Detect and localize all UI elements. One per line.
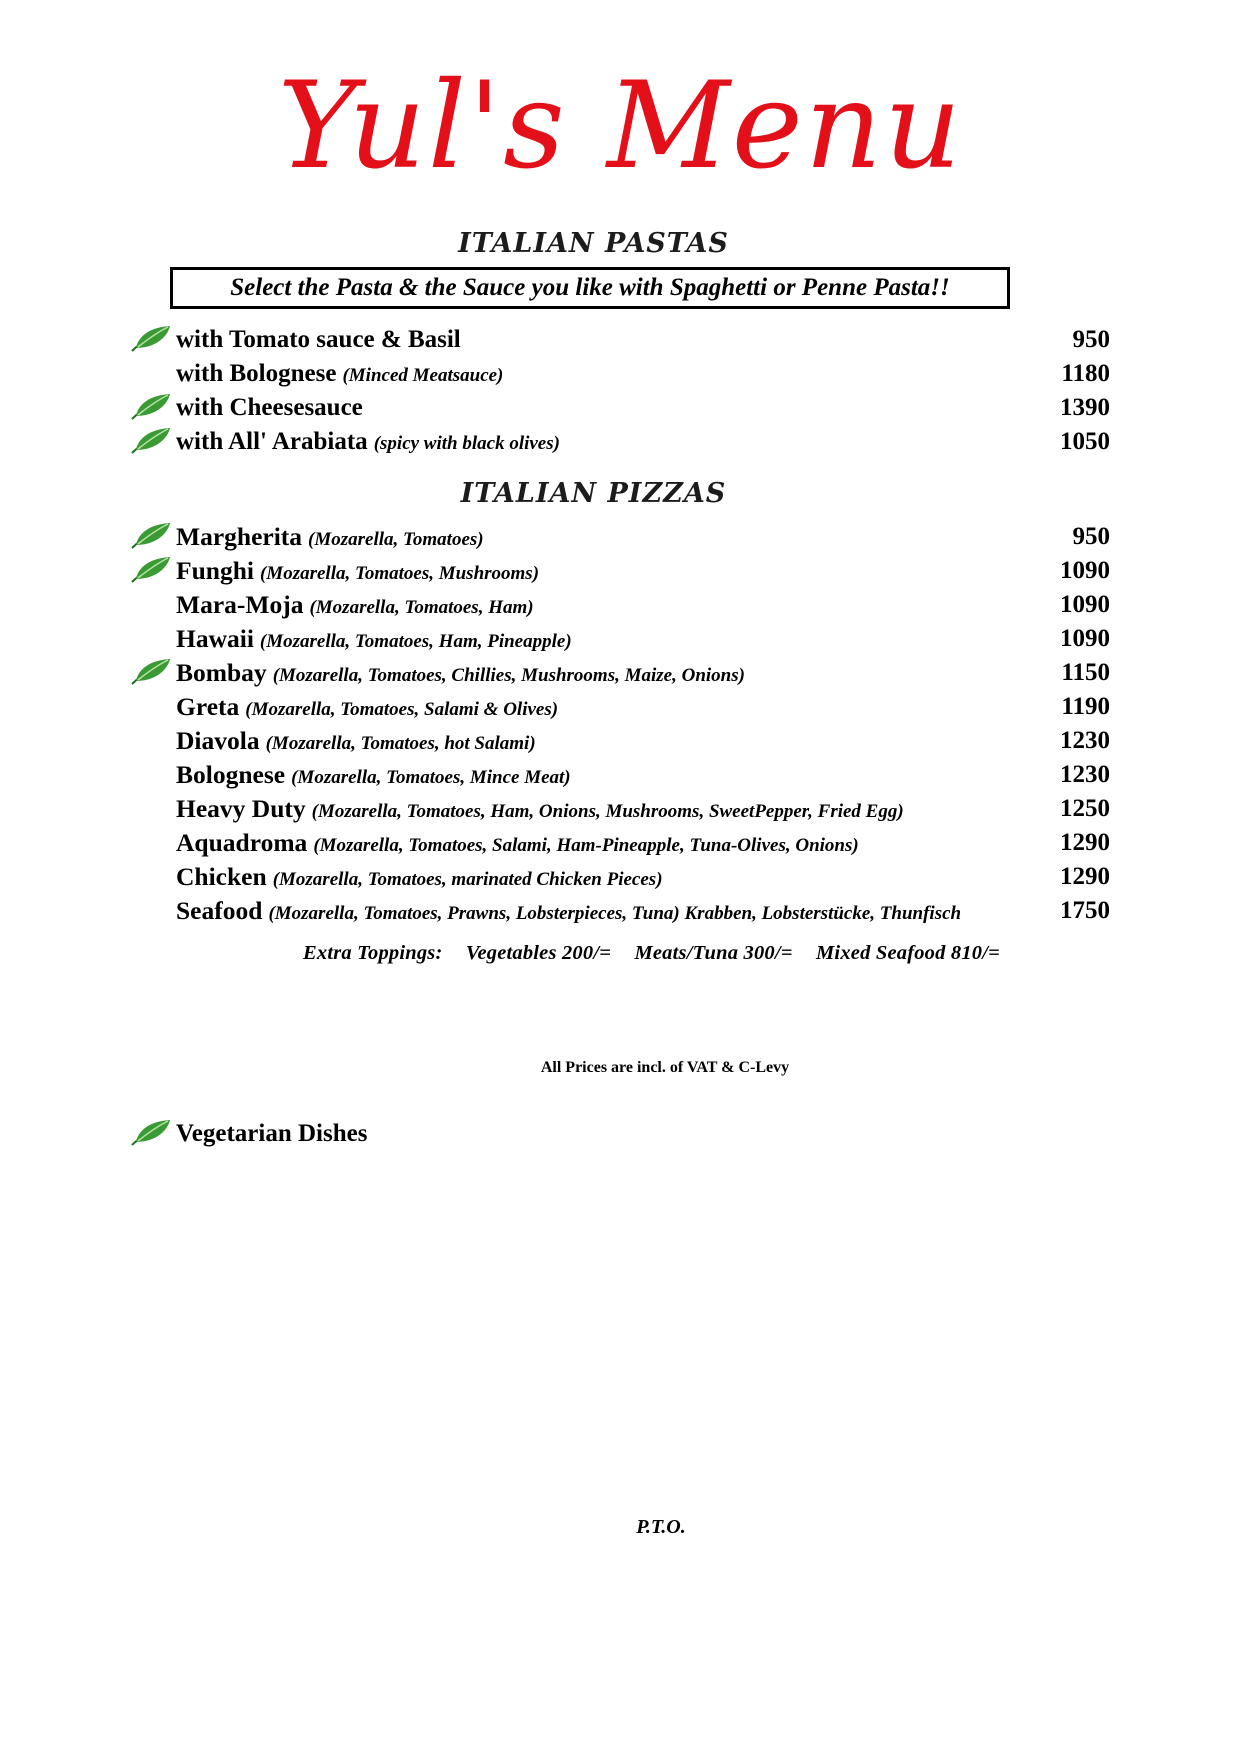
- menu-item-price: 1750: [1060, 897, 1110, 924]
- leaf-icon: [128, 554, 172, 586]
- extra-meats: Meats/Tuna 300/=: [634, 942, 793, 964]
- menu-item: [176, 520, 484, 557]
- menu-item-price: 1290: [1060, 829, 1110, 856]
- menu-item-row: [0, 391, 1241, 425]
- menu-item-desc: (Mozarella, Tomatoes, hot Salami): [265, 733, 536, 754]
- menu-item: [176, 656, 745, 693]
- menu-item-name: Heavy Duty: [176, 794, 306, 823]
- menu-item: [176, 323, 461, 357]
- menu-item: [176, 894, 961, 931]
- menu-item-desc: (Mozarella, Tomatoes, Chillies, Mushrooms, Maize, Onions): [272, 665, 745, 686]
- menu-item-name: Mara-Moja: [176, 590, 304, 619]
- menu-item-price: 1090: [1060, 591, 1110, 618]
- menu-item-row: [0, 826, 1241, 860]
- menu-item-price: 950: [1072, 523, 1110, 550]
- menu-item-name: Aquadroma: [176, 828, 308, 857]
- menu-item-desc: (Mozarella, Tomatoes, Ham, Onions, Mushrooms, SweetPepper, Fried Egg): [311, 801, 904, 822]
- leaf-icon: [128, 1117, 172, 1149]
- menu-item: [176, 425, 560, 461]
- menu-item-desc: (Minced Meatsauce): [342, 365, 504, 386]
- menu-title: Yul's Menu: [277, 57, 964, 196]
- menu-item-name: Greta: [176, 692, 240, 721]
- menu-item-name: with Bolognese: [176, 360, 337, 387]
- pto-footer: P.T.O.: [636, 1516, 686, 1538]
- menu-item-desc: (Mozarella, Tomatoes, Salami & Olives): [245, 699, 559, 720]
- menu-item-row: [0, 323, 1241, 357]
- menu-item-price: 950: [1072, 326, 1110, 353]
- menu-item-name: Margherita: [176, 522, 303, 551]
- pastas-heading: ITALIAN PASTAS: [458, 228, 729, 259]
- pizzas-heading: ITALIAN PIZZAS: [460, 478, 727, 509]
- menu-item-desc: (spicy with black olives): [373, 433, 560, 454]
- menu-item-row: [0, 894, 1241, 928]
- menu-item-name: Bombay: [176, 658, 267, 687]
- menu-item-row: [0, 792, 1241, 826]
- menu-item-price: 1190: [1061, 693, 1110, 720]
- menu-item: [176, 860, 663, 897]
- extra-toppings: [303, 942, 1018, 965]
- menu-item-price: 1050: [1060, 428, 1110, 455]
- menu-item-desc: (Mozarella, Tomatoes, Mushrooms): [259, 563, 540, 584]
- extra-seafood: Mixed Seafood 810/=: [816, 942, 1001, 964]
- menu-item-name: with Cheesesauce: [176, 394, 363, 421]
- menu-item-price: 1290: [1060, 863, 1110, 890]
- menu-item-row: [0, 357, 1241, 391]
- menu-item-row: [0, 860, 1241, 894]
- menu-item: [176, 554, 539, 591]
- menu-item-desc: (Mozarella, Tomatoes, Mince Meat): [291, 767, 571, 788]
- menu-item-name: Seafood: [176, 896, 263, 925]
- menu-item-row: [0, 724, 1241, 758]
- menu-item-name: with Tomato sauce & Basil: [176, 326, 461, 353]
- menu-item-price: 1090: [1060, 557, 1110, 584]
- leaf-icon: [128, 425, 172, 457]
- menu-item-name: Bolognese: [176, 760, 286, 789]
- menu-item-name: Chicken: [176, 862, 267, 891]
- menu-item-price: 1250: [1060, 795, 1110, 822]
- menu-item: [176, 826, 859, 863]
- menu-item-name: Diavola: [176, 726, 260, 755]
- menu-item-price: 1390: [1060, 394, 1110, 421]
- menu-item-row: [0, 656, 1241, 690]
- menu-item: [176, 792, 904, 829]
- menu-item-price: 1180: [1061, 360, 1110, 387]
- menu-item-price: 1090: [1060, 625, 1110, 652]
- menu-item-row: [0, 554, 1241, 588]
- menu-item-row: [0, 425, 1241, 459]
- menu-item-row: [0, 622, 1241, 656]
- menu-item-desc: (Mozarella, Tomatoes): [308, 529, 484, 550]
- menu-item-desc: (Mozarella, Tomatoes, Ham, Pineapple): [259, 631, 572, 652]
- menu-item-desc: (Mozarella, Tomatoes, Prawns, Lobsterpieces, Tuna) Krabben, Lobsterstücke, Thunfisch: [268, 903, 962, 924]
- leaf-icon: [128, 323, 172, 355]
- menu-item: [176, 690, 558, 727]
- menu-item: [176, 724, 536, 761]
- menu-item-desc: (Mozarella, Tomatoes, marinated Chicken Pieces): [272, 869, 663, 890]
- pasta-notice: Select the Pasta & the Sauce you like with Spaghetti or Penne Pasta!!: [170, 267, 1010, 309]
- menu-item-name: Funghi: [176, 556, 254, 585]
- menu-item-row: [0, 520, 1241, 554]
- menu-item-desc: (Mozarella, Tomatoes, Salami, Ham-Pineapple, Tuna-Olives, Onions): [313, 835, 859, 856]
- menu-item-row: [0, 690, 1241, 724]
- menu-item: [176, 758, 571, 795]
- menu-item-row: [0, 588, 1241, 622]
- menu-item: [176, 391, 363, 425]
- menu-item-price: 1230: [1060, 761, 1110, 788]
- menu-item: [176, 357, 503, 393]
- menu-item-row: [0, 758, 1241, 792]
- menu-item: [176, 588, 534, 625]
- menu-item-name: Hawaii: [176, 624, 254, 653]
- menu-item-price: 1150: [1061, 659, 1110, 686]
- menu-item-name: with All' Arabiata: [176, 428, 368, 455]
- extra-vegetables: Vegetables 200/=: [465, 942, 612, 964]
- leaf-icon: [128, 656, 172, 688]
- legend-row: [0, 1117, 1241, 1151]
- menu-item-price: 1230: [1060, 727, 1110, 754]
- menu-item-desc: (Mozarella, Tomatoes, Ham): [309, 597, 534, 618]
- leaf-icon: [128, 520, 172, 552]
- menu-item: [176, 622, 572, 659]
- leaf-icon: [128, 391, 172, 423]
- legend-label: Vegetarian Dishes: [176, 1120, 368, 1147]
- vat-note: All Prices are incl. of VAT & C-Levy: [540, 1059, 790, 1076]
- extra-toppings-label: Extra Toppings:: [303, 942, 443, 964]
